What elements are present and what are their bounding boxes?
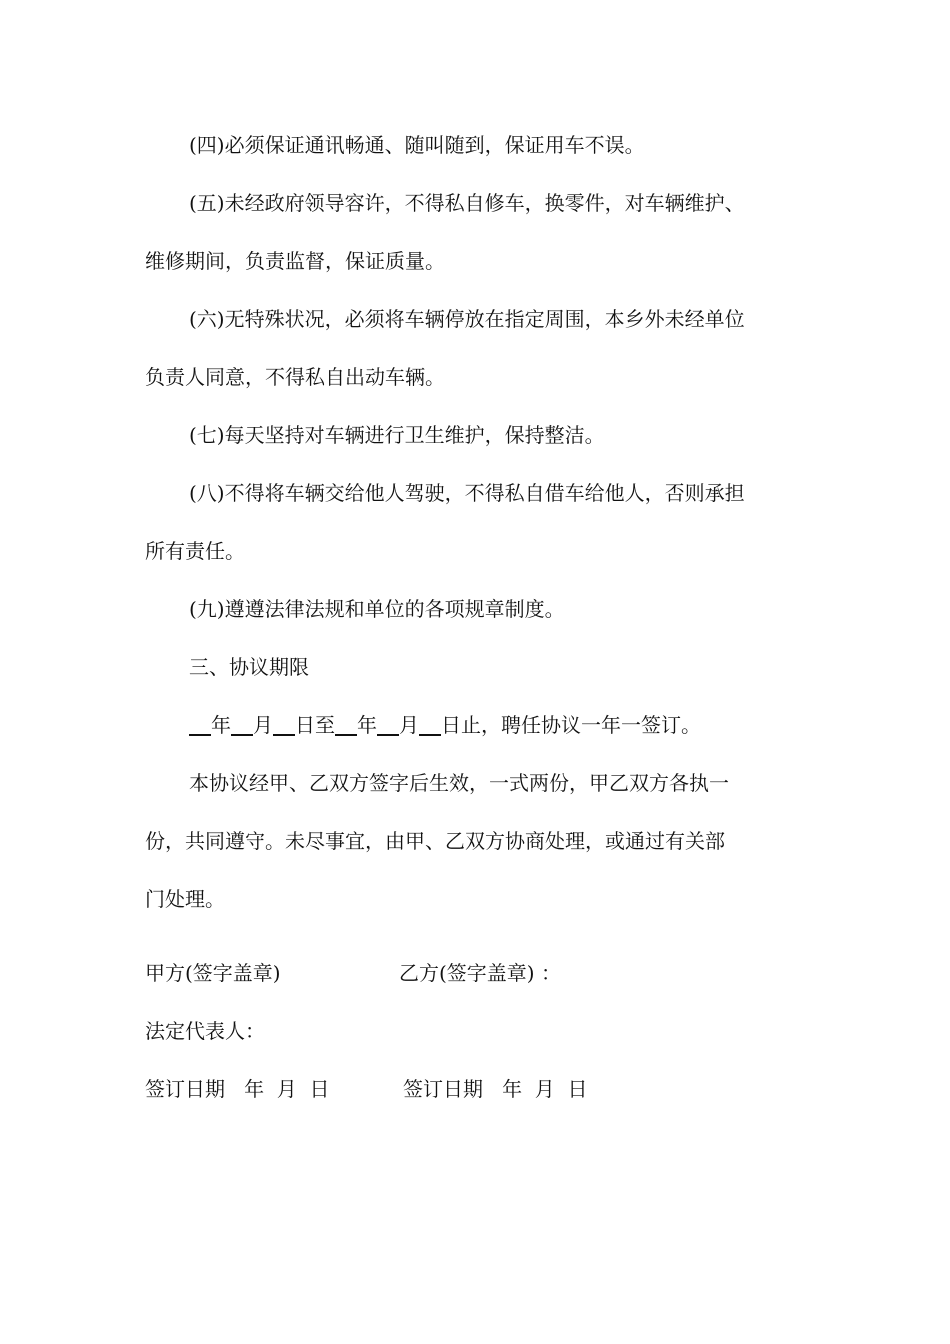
- term-month-1: 月: [253, 713, 273, 737]
- term-day-2: 日止，聘任协议一年一签订。: [441, 713, 701, 737]
- clause-4-line: (四)必须保证通讯畅通、随叫随到，保证用车不误。: [189, 133, 645, 157]
- effect-paragraph: [145, 754, 807, 812]
- clause-5-cont: [145, 232, 807, 290]
- signature-party-row: [145, 944, 807, 1002]
- clause-9-line: (九)遵遵法律法规和单位的各项规章制度。: [189, 597, 565, 621]
- clause-7-line: (七)每天坚持对车辆进行卫生维护，保持整洁。: [189, 423, 605, 447]
- clause-7: [145, 406, 807, 464]
- legal-rep-row: [145, 1002, 807, 1060]
- document-body: [145, 116, 807, 928]
- term-month-2: 月: [399, 713, 419, 737]
- signature-block: [145, 944, 807, 1118]
- blank-end-day[interactable]: [419, 714, 441, 736]
- clause-6-line-2: 负责人同意，不得私自出动车辆。: [145, 365, 445, 389]
- clause-9: [145, 580, 807, 638]
- term-day-1: 日至: [295, 713, 335, 737]
- party-b-signing-date: 签订日期 年 月 日: [403, 1077, 588, 1101]
- clause-6-cont: [145, 348, 807, 406]
- clause-8-line-2: 所有责任。: [145, 539, 245, 563]
- party-b-signature: 乙方(签字盖章) ：: [399, 961, 561, 985]
- clause-6-line-1: (六)无特殊状况，必须将车辆停放在指定周围，本乡外未经单位: [189, 307, 745, 331]
- clause-5-line-2: 维修期间，负责监督，保证质量。: [145, 249, 445, 273]
- blank-start-month[interactable]: [231, 714, 253, 736]
- party-a-signing-date: 签订日期 年 月 日: [145, 1077, 330, 1101]
- clause-8-cont: [145, 522, 807, 580]
- term-year-1: 年: [211, 713, 231, 737]
- effect-line-1: 本协议经甲、乙双方签字后生效，一式两份，甲乙双方各执一: [189, 771, 729, 795]
- party-a-signature: 甲方(签字盖章): [145, 961, 281, 985]
- signing-date-row: [145, 1060, 807, 1118]
- term-year-2: 年: [357, 713, 377, 737]
- blank-start-day[interactable]: [273, 714, 295, 736]
- blank-end-month[interactable]: [377, 714, 399, 736]
- clause-5-line-1: (五)未经政府领导容许，不得私自修车，换零件，对车辆维护、: [189, 191, 745, 215]
- effect-line-2: 份，共同遵守。未尽事宜，由甲、乙双方协商处理，或通过有关部: [145, 829, 725, 853]
- effect-paragraph-cont: [145, 812, 807, 928]
- legal-representative: 法定代表人：: [145, 1019, 265, 1043]
- clause-6: [145, 290, 807, 348]
- clause-8-line-1: (八)不得将车辆交给他人驾驶，不得私自借车给他人，否则承担: [189, 481, 745, 505]
- effect-line-3: 门处理。: [145, 887, 225, 911]
- blank-end-year[interactable]: [335, 714, 357, 736]
- clause-5: [145, 174, 807, 232]
- term-line: [145, 696, 807, 754]
- section-3-heading-text: 三、协议期限: [189, 655, 309, 679]
- section-3-heading: [145, 638, 807, 696]
- blank-start-year[interactable]: [189, 714, 211, 736]
- clause-4: [145, 116, 807, 174]
- clause-8: [145, 464, 807, 522]
